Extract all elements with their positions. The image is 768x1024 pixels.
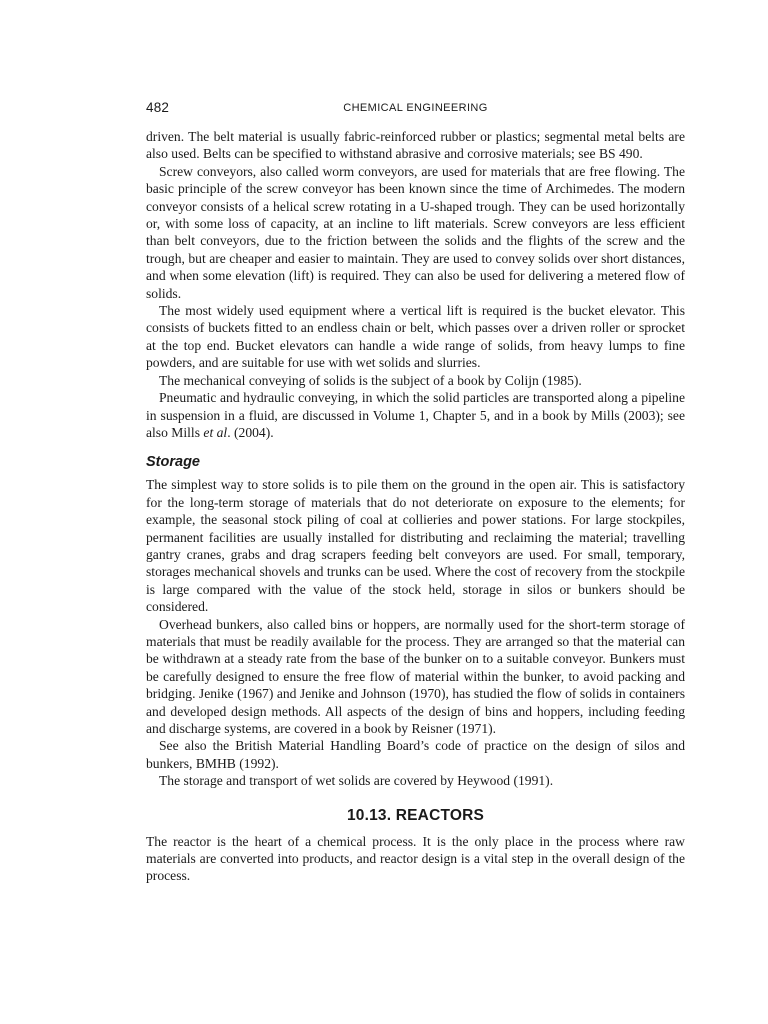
running-header (146, 100, 685, 122)
running-title: CHEMICAL ENGINEERING (343, 102, 488, 114)
paragraph-overhead-bunkers: Overhead bunkers, also called bins or hoppers, are normally used for the short-term storage of materials that must be readily available for the process. They are arranged so that the material can be withdrawn at a steady rate from the base of the bunker on to a suitable conveyor. Bunkers must be carefully designed to ensure the free flow of material within the bunker, to avoid packing and bridging. Jenike (1967) and Jenike and Johnson (1970), has studied the flow of solids in containers and developed design methods. All aspects of the design of bins and hoppers, including feeding and discharge systems, are covered in a book by Reisner (1971). (146, 616, 685, 736)
page-number: 482 (146, 100, 170, 115)
paragraph-bucket-elevators: The most widely used equipment where a vertical lift is required is the bucket elevator. This consists of buckets fitted to an endless chain or belt, which passes over a driven roller or sprocket at the top end. Bucket elevators can handle a wide range of solids, from heavy lumps to fine powders, and are suitable for use with wet solids and slurries. (146, 303, 685, 371)
paragraph-text: Pneumatic and hydraulic conveying, in which the solid particles are transported along a pipeline in suspension in a fluid, are discussed in Volume 1, Chapter 5, and in a book by Mills (2003); see also Mills (146, 390, 685, 440)
italic-citation: et al (203, 424, 228, 440)
paragraph-screw-conveyors: Screw conveyors, also called worm conveyors, are used for materials that are free flowing. The basic principle of the screw conveyor has been known since the time of Archimedes. The modern conveyor consists of a helical screw rotating in a U-shaped trough. They can be used horizontally or, with some loss of capacity, at an incline to lift materials. Screw conveyors are less efficient than belt conveyors, due to the friction between the solids and the flights of the screw and the trough, but are cheaper and easier to maintain. They are used to convey solids over short distances, and when some elevation (lift) is required. They can also be used for delivering a metered flow of solids. (146, 163, 685, 301)
paragraph-wet-solids: The storage and transport of wet solids are covered by Heywood (1991). (159, 773, 554, 789)
paragraph-pneumatic-hydraulic-conveying (146, 389, 685, 441)
paragraph-belt-conveyors-continued: driven. The belt material is usually fabric-reinforced rubber or plastics; segmental metal belts are also used. Belts can be specified to withstand abrasive and corrosive materials; see BS 490. (146, 129, 685, 162)
paragraph-mechanical-conveying-reference: The mechanical conveying of solids is the subject of a book by Colijn (1985). (159, 372, 582, 388)
paragraph-reactor-intro: The reactor is the heart of a chemical process. It is the only place in the process where raw materials are converted into products, and reactor design is a vital step in the overall design of the process. (146, 833, 685, 884)
paragraph-text-end: . (2004). (227, 424, 274, 440)
reactors-section-heading: 10.13. REACTORS (346, 806, 485, 824)
paragraph-bmhb-code: See also the British Material Handling Board’s code of practice on the design of silos and bunkers, BMHB (1992). (146, 738, 685, 771)
storage-heading: Storage (146, 454, 200, 471)
document-page (146, 100, 685, 885)
paragraph-stockpile-storage: The simplest way to store solids is to pile them on the ground in the open air. This is satisfactory for the long-term storage of materials that do not deteriorate on exposure to the elements; for example, the seasonal stock piling of coal at collieries and power stations. For large stockpiles, permanent facilities are usually installed for distributing and reclaiming the material; travelling gantry cranes, grabs and drag scrapers feeding belt conveyors are used. For small, temporary, storages mechanical shovels and trunks can be used. Where the cost of recovery from the stockpile is large compared with the value of the stock held, storage in silos or bunkers should be considered. (146, 477, 685, 615)
